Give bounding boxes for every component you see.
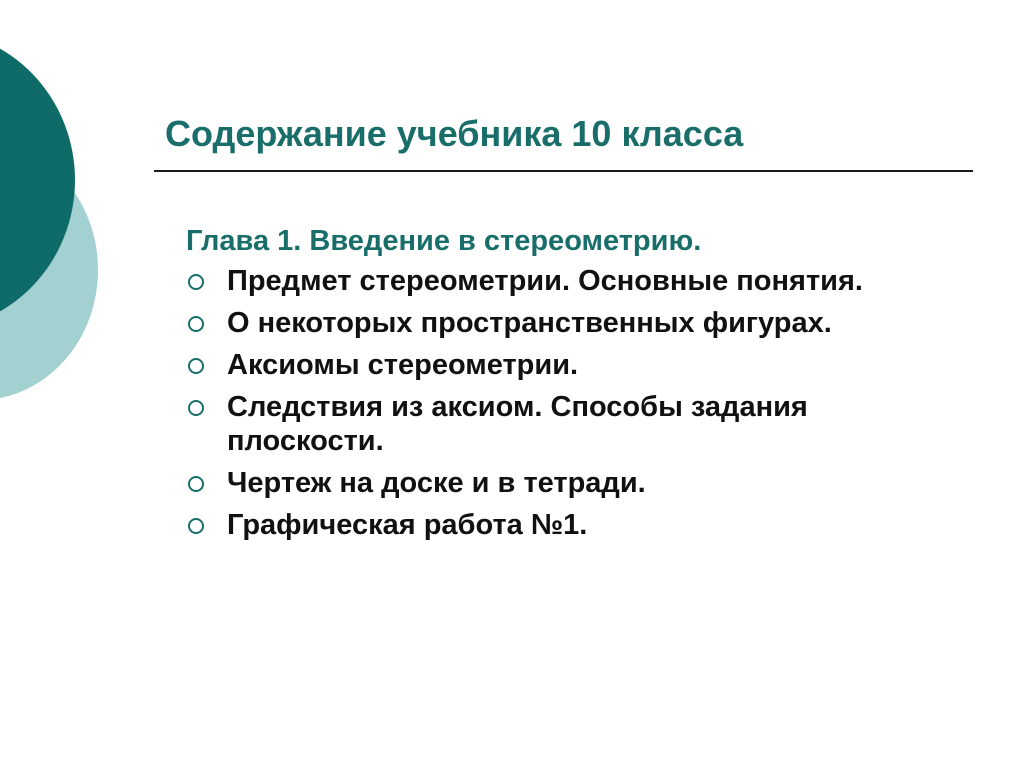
hollow-circle-bullet-icon xyxy=(188,476,204,492)
hollow-circle-bullet-icon xyxy=(188,274,204,290)
list-item-text: Графическая работа №1. xyxy=(227,509,588,541)
hollow-circle-bullet-icon xyxy=(188,518,204,534)
list-item-text: Предмет стереометрии. Основные понятия. xyxy=(227,265,863,297)
topic-list xyxy=(186,264,886,542)
slide-content xyxy=(186,222,886,550)
hollow-circle-bullet-icon xyxy=(188,316,204,332)
list-item xyxy=(186,390,886,458)
hollow-circle-bullet-icon xyxy=(188,400,204,416)
list-item-text: Следствия из аксиом. Способы задания плоскости. xyxy=(227,391,808,457)
list-item-text: Чертеж на доске и в тетради. xyxy=(227,467,646,499)
hollow-circle-bullet-icon xyxy=(188,358,204,374)
list-item xyxy=(186,306,886,340)
title-divider xyxy=(154,170,973,172)
list-item xyxy=(186,508,886,542)
list-item xyxy=(186,348,886,382)
list-item xyxy=(186,264,886,298)
slide-title: Содержание учебника 10 класса xyxy=(165,113,744,154)
list-item-text: Аксиомы стереометрии. xyxy=(227,349,579,381)
chapter-heading: Глава 1. Введение в стереометрию. xyxy=(186,225,702,257)
list-item xyxy=(186,466,886,500)
list-item-text: О некоторых пространственных фигурах. xyxy=(227,307,832,339)
